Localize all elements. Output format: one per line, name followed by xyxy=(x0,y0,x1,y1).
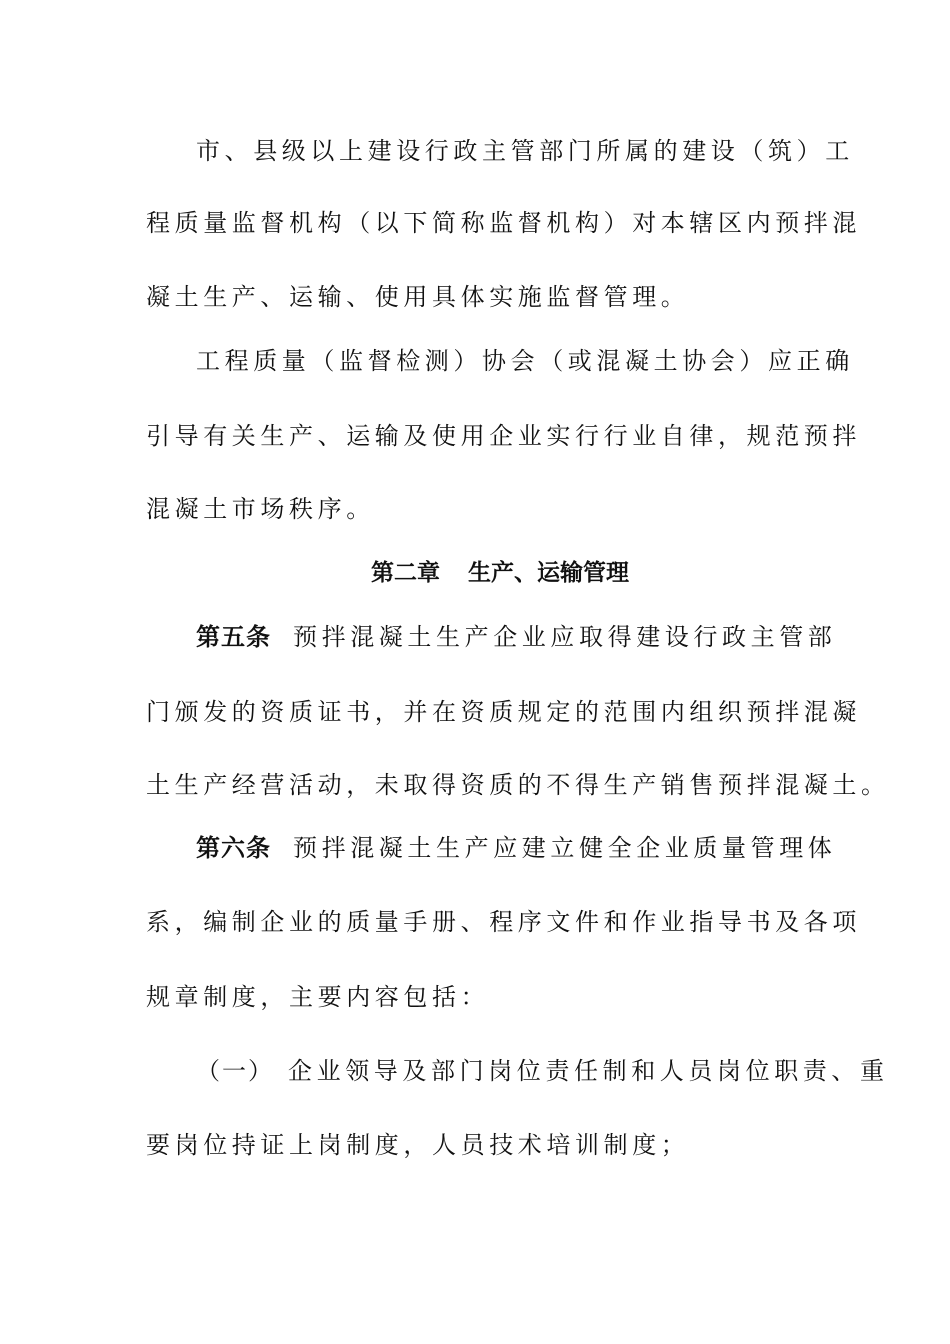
chapter-heading xyxy=(0,558,950,588)
paragraph-1-line-2: 程质量监督机构（以下简称监督机构）对本辖区内预拌混 xyxy=(146,209,861,237)
item-1-text: 企业领导及部门岗位责任制和人员岗位职责、重 xyxy=(288,1057,889,1085)
article-5-text: 预拌混凝土生产企业应取得建设行政主管部 xyxy=(293,623,837,651)
article-5-line-2: 门颁发的资质证书，并在资质规定的范围内组织预拌混凝 xyxy=(146,698,861,726)
paragraph-1-line-3: 凝土生产、运输、使用具体实施监督管理。 xyxy=(146,283,690,311)
article-5-line-1 xyxy=(196,622,836,652)
article-5-number: 第五条 xyxy=(196,623,271,651)
item-1-number: （一） xyxy=(196,1057,274,1085)
item-1-line-1 xyxy=(196,1056,889,1086)
article-6-number: 第六条 xyxy=(196,834,271,862)
article-5-line-3: 土生产经营活动，未取得资质的不得生产销售预拌混凝土。 xyxy=(146,771,890,799)
article-6-text: 预拌混凝土生产应建立健全企业质量管理体 xyxy=(293,834,837,862)
item-1-line-2: 要岗位持证上岗制度，人员技术培训制度； xyxy=(146,1131,690,1159)
chapter-number: 第二章 xyxy=(371,560,440,586)
article-6-line-1 xyxy=(196,833,836,863)
article-6-line-3: 规章制度，主要内容包括： xyxy=(146,983,490,1011)
article-6-line-2: 系，编制企业的质量手册、程序文件和作业指导书及各项 xyxy=(146,908,861,936)
paragraph-2-line-1: 工程质量（监督检测）协会（或混凝土协会）应正确 xyxy=(196,347,854,375)
paragraph-2-line-2: 引导有关生产、运输及使用企业实行行业自律，规范预拌 xyxy=(146,422,861,450)
paragraph-1-line-1: 市、县级以上建设行政主管部门所属的建设（筑）工 xyxy=(196,137,854,165)
paragraph-2-line-3: 混凝土市场秩序。 xyxy=(146,495,375,523)
chapter-title: 生产、运输管理 xyxy=(468,560,629,586)
